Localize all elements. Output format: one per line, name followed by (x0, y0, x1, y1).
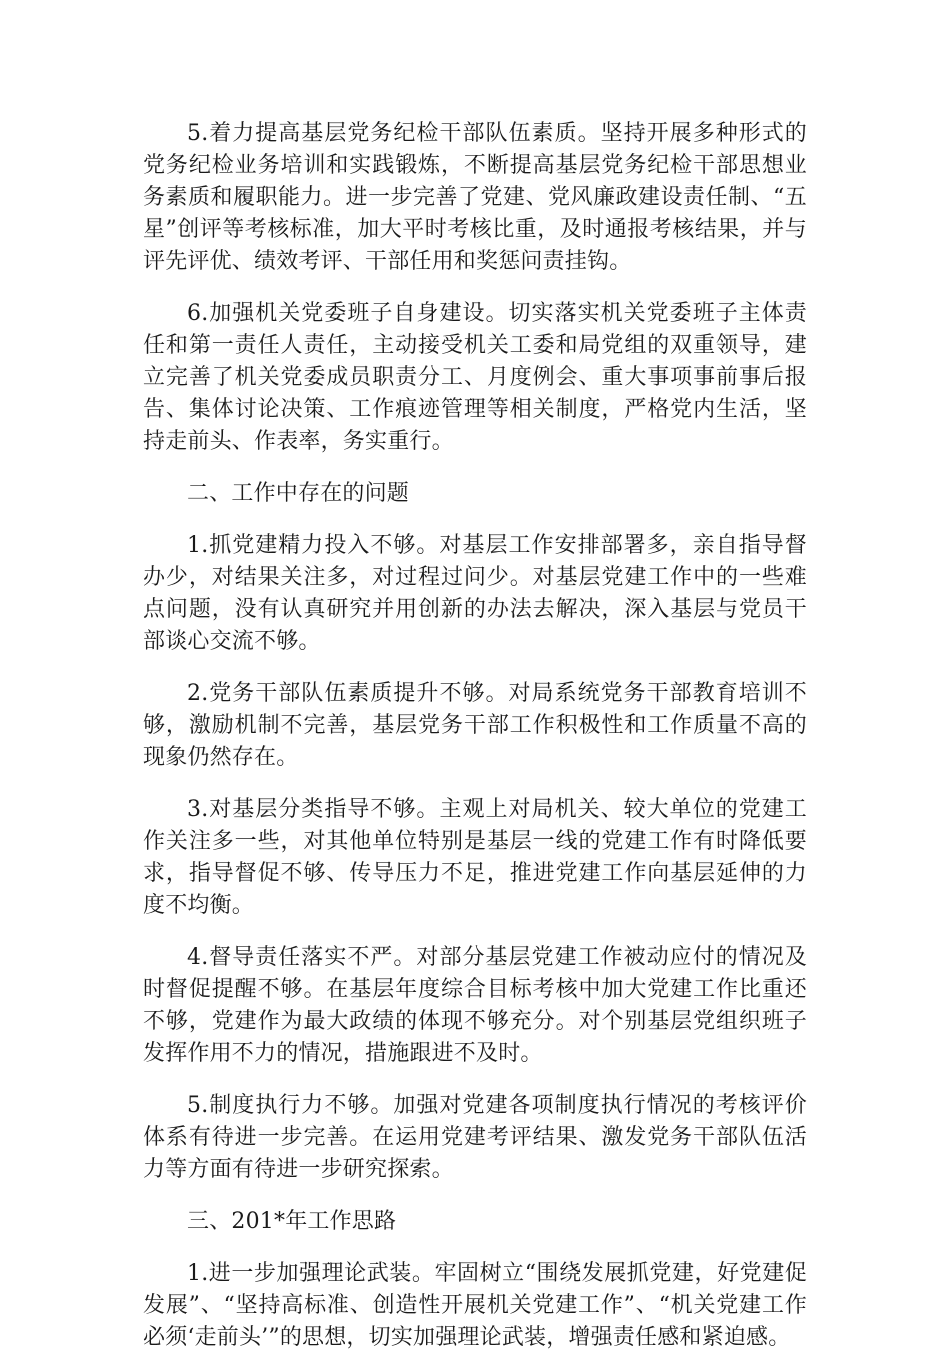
section-heading-work-plan: 三、201*年工作思路 (187, 1209, 397, 1234)
paragraph-6-committee-building: 6.加强机关党委班子自身建设。切实落实机关党委班子主体责任和第一责任人责任，主动接受机关工委和局党组的双重领导，建立完善了机关党委成员职责分工、月度例会、重大事项事前事后报告、集体讨论决策、工作痕迹管理等相关制度，严格党内生活，坚持走前头、作表率，务实重行。 (143, 301, 807, 454)
paragraph-5-cadre-quality: 5.着力提高基层党务纪检干部队伍素质。坚持开展多种形式的党务纪检业务培训和实践锻炼，不断提高基层党务纪检干部思想业务素质和履职能力。进一步完善了党建、党风廉政建设责任制、“五星”创评等考核标准，加大平时考核比重，及时通报考核结果，并与评先评优、绩效考评、干部任用和奖惩问责挂钩。 (143, 121, 807, 274)
paragraph-problem-3: 3.对基层分类指导不够。主观上对局机关、较大单位的党建工作关注多一些，对其他单位特别是基层一线的党建工作有时降低要求，指导督促不够、传导压力不足，推进党建工作向基层延伸的力度不均衡。 (143, 797, 807, 918)
paragraph-problem-2: 2.党务干部队伍素质提升不够。对局系统党务干部教育培训不够，激励机制不完善，基层党务干部工作积极性和工作质量不高的现象仍然存在。 (143, 681, 807, 770)
paragraph-problem-5: 5.制度执行力不够。加强对党建各项制度执行情况的考核评价体系有待进一步完善。在运用党建考评结果、激发党务干部队伍活力等方面有待进一步研究探索。 (143, 1093, 807, 1182)
section-heading-problems: 二、工作中存在的问题 (187, 481, 410, 506)
paragraph-problem-4: 4.督导责任落实不严。对部分基层党建工作被动应付的情况及时督促提醒不够。在基层年度综合目标考核中加大党建工作比重还不够，党建作为最大政绩的体现不够充分。对个别基层党组织班子发挥作用不力的情况，措施跟进不及时。 (143, 945, 807, 1066)
paragraph-plan-1: 1.进一步加强理论武装。牢固树立“围绕发展抓党建，好党建促发展”、“坚持高标准、创造性开展机关党建工作”、“机关党建工作必须‘走前头’”的思想，切实加强理论武装，增强责任感和紧迫感。 (143, 1261, 807, 1350)
paragraph-problem-1: 1.抓党建精力投入不够。对基层工作安排部署多，亲自指导督办少，对结果关注多，对过程过问少。对基层党建工作中的一些难点问题，没有认真研究并用创新的办法去解决，深入基层与党员干部谈心交流不够。 (143, 533, 807, 654)
